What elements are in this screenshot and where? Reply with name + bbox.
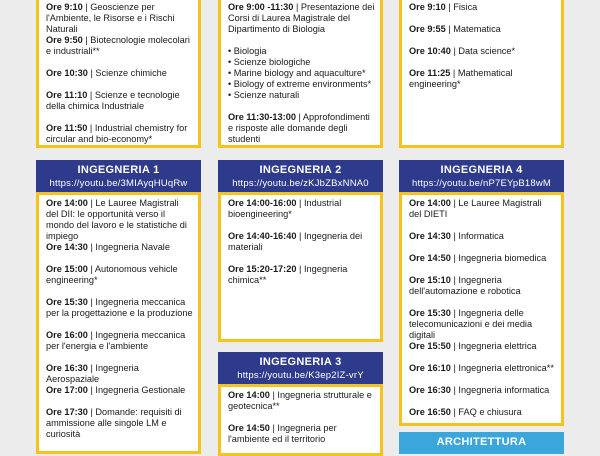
schedule-item: Ore 14:30 | Informatica xyxy=(409,231,504,241)
youtube-link[interactable]: https://youtu.be/zKJbZBxNNA0 xyxy=(232,178,369,189)
card-ingegneria-3 xyxy=(218,384,383,456)
schedule-item: Ore 9:50 | Biotecnologie molecolari e industriali** xyxy=(46,35,190,56)
schedule-item: Ore 10:30 | Scienze chimiche xyxy=(46,68,167,78)
bullet-item: • Biologia xyxy=(228,46,371,57)
schedule-item: Ore 17:30 | Domande: requisiti di ammissione alle singole LM e curiosità xyxy=(46,407,182,439)
ingegneria-1-header xyxy=(36,160,201,192)
youtube-link[interactable]: https://youtu.be/K3ep2IZ-vrY xyxy=(237,370,364,381)
schedule-item: Ore 9:10 | Fisica xyxy=(409,2,478,12)
ingegneria-3-header xyxy=(218,352,383,384)
youtube-link[interactable]: https://youtu.be/3MIAyqHUqRw xyxy=(49,178,188,189)
card-fisica-matematica xyxy=(399,0,564,148)
schedule-item: Ore 14:50 | Ingegneria per l'ambiente ed il territorio xyxy=(228,423,337,444)
bullet-item: • Marine biology and aquaculture* xyxy=(228,68,371,79)
schedule-item: Ore 16:10 | Ingegneria elettronica** xyxy=(409,363,554,373)
schedule-item: Ore 16:30 | Ingegneria Aerospaziale xyxy=(46,363,139,384)
schedule-item: Ore 11:25 | Mathematical engineering* xyxy=(409,68,513,89)
youtube-link[interactable]: https://youtu.be/nP7EYpB18wM xyxy=(411,178,552,189)
schedule-item: Ore 14:00 | Le Lauree Magistrali del DIETI xyxy=(409,198,542,219)
schedule-item: Ore 14:00 | Le Lauree Magistrali del DII: le opportunità verso il mondo del lavoro e le statistiche di impiego xyxy=(46,198,187,241)
schedule-item: Ore 17:00 | Ingegneria Gestionale xyxy=(46,385,186,395)
bullet-item: • Scienze biologiche xyxy=(228,57,371,68)
schedule-item: Ore 14:30 | Ingegneria Navale xyxy=(46,242,170,252)
section-title: INGEGNERIA 2 xyxy=(259,164,342,176)
schedule-item: Ore 15:50 | Ingegneria elettrica xyxy=(409,341,537,351)
card-ingegneria-4 xyxy=(399,192,564,426)
schedule-item: Ore 16:00 | Ingegneria meccanica per l'energia e l'ambiente xyxy=(46,330,186,351)
section-title: INGEGNERIA 1 xyxy=(77,164,160,176)
card-ingegneria-2 xyxy=(218,192,383,342)
schedule-item: Ore 10:40 | Data science* xyxy=(409,46,516,56)
schedule-item: Ore 15:30 | Ingegneria meccanica per la progettazione e la produzione xyxy=(46,297,193,318)
bullet-item: • Biology of extreme environments* xyxy=(228,79,371,90)
schedule-item: Ore 11:50 | Industrial chemistry for circular and bio-economy* xyxy=(46,123,188,144)
schedule-item: Ore 9:10 | Geoscienze per l'Ambiente, le Risorse e i Rischi Naturali xyxy=(46,2,175,34)
course-bullet-list xyxy=(228,46,371,101)
schedule-item: Ore 11:30-13:00 | Approfondimenti e risposte alle domande degli studenti xyxy=(228,112,370,144)
section-title: ARCHITETTURA xyxy=(436,436,527,448)
schedule-item: Ore 16:50 | FAQ e chiusura xyxy=(409,407,522,417)
schedule-item: Ore 14:00 | Ingegneria strutturale e geotecnica** xyxy=(228,390,372,411)
schedule-item: Ore 15:20-17:20 | Ingegneria chimica** xyxy=(228,264,348,285)
schedule-item: Ore 9:00 -11:30 | Presentazione dei Corsi di Laurea Magistrale del Dipartimento di Biologia xyxy=(228,2,375,34)
section-title: INGEGNERIA 4 xyxy=(440,164,523,176)
schedule-item: Ore 14:50 | Ingegneria biomedica xyxy=(409,253,547,263)
card-ingegneria-1 xyxy=(36,192,201,454)
schedule-item: Ore 9:55 | Matematica xyxy=(409,24,501,34)
section-title: INGEGNERIA 3 xyxy=(259,356,342,368)
schedule-item: Ore 15:30 | Ingegneria delle telecomunicazioni e dei media digitali xyxy=(409,308,533,340)
ingegneria-4-header xyxy=(399,160,564,192)
schedule-item: Ore 16:30 | Ingegneria informatica xyxy=(409,385,550,395)
card-scienze-chimiche xyxy=(36,0,201,148)
schedule-item: Ore 15:00 | Autonomous vehicle engineering* xyxy=(46,264,178,285)
ingegneria-2-header xyxy=(218,160,383,192)
bullet-item: • Scienze naturali xyxy=(228,90,371,101)
schedule-item: Ore 14:00-16:00 | Industrial bioengineering* xyxy=(228,198,342,219)
schedule-item: Ore 15:10 | Ingegneria dell'automazione e robotica xyxy=(409,275,521,296)
schedule-item: Ore 14:40-16:40 | Ingegneria dei materiali xyxy=(228,231,363,252)
schedule-item: Ore 11:10 | Scienze e tecnologie della chimica Industriale xyxy=(46,90,180,111)
architettura-header xyxy=(399,432,564,454)
card-biologia xyxy=(218,0,383,148)
